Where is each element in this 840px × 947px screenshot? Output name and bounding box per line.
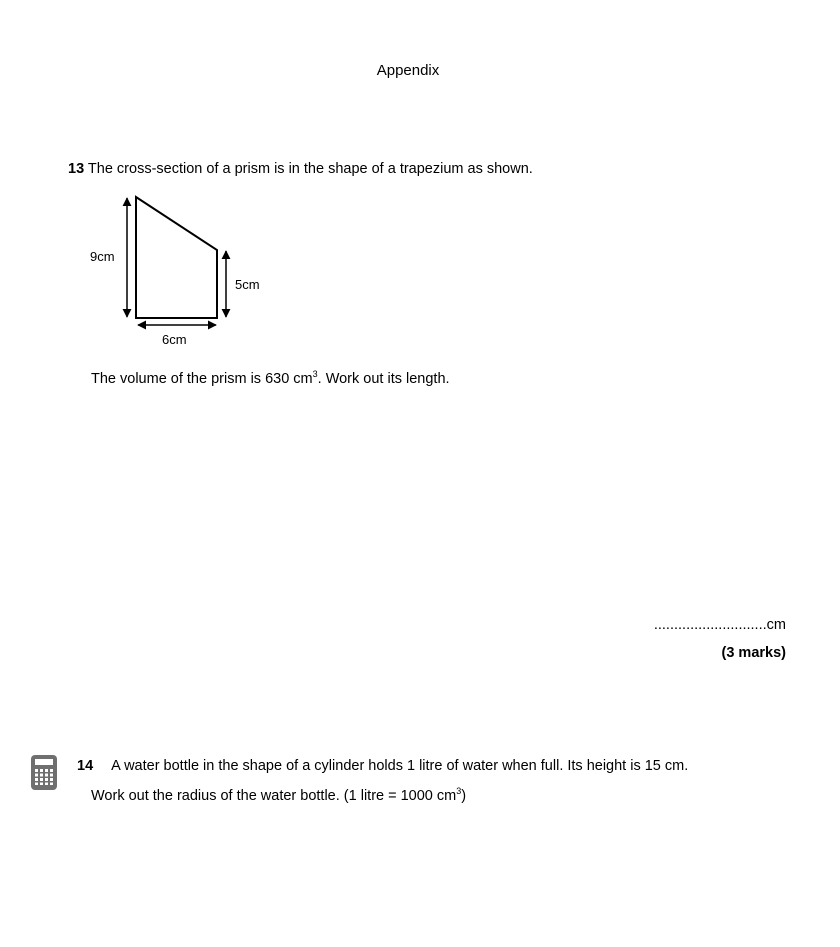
question-14-text xyxy=(77,758,688,774)
instruction-text: The volume of the prism is 630 cm xyxy=(91,370,313,387)
superscript: 3 xyxy=(312,369,318,379)
answer-dots[interactable]: ............................ xyxy=(653,617,767,633)
superscript: 3 xyxy=(456,786,462,796)
question-number: 13 xyxy=(68,161,85,177)
instruction-text: Work out the radius of the water bottle. (1 litre = 1000 cm xyxy=(91,787,457,804)
label-5cm: 5cm xyxy=(235,277,260,292)
question-text: The cross-section of a prism is in the shape of a trapezium as shown. xyxy=(87,161,533,177)
page-title: Appendix xyxy=(376,62,440,79)
instruction-text-end: . Work out its length. xyxy=(317,370,450,387)
calculator-icon xyxy=(31,755,57,790)
label-9cm: 9cm xyxy=(90,249,115,264)
instruction-text-end: ) xyxy=(461,787,467,804)
question-number: 14 xyxy=(77,758,94,774)
question-13-instruction xyxy=(91,369,450,387)
question-14-instruction xyxy=(91,786,466,804)
trapezium-shape xyxy=(136,197,217,318)
answer-unit: cm xyxy=(766,617,786,633)
label-6cm: 6cm xyxy=(162,332,187,347)
answer-line[interactable] xyxy=(654,617,786,633)
marks-label: (3 marks) xyxy=(721,645,786,661)
question-text: A water bottle in the shape of a cylinder holds 1 litre of water when full. Its height is 15 cm. xyxy=(111,758,689,774)
